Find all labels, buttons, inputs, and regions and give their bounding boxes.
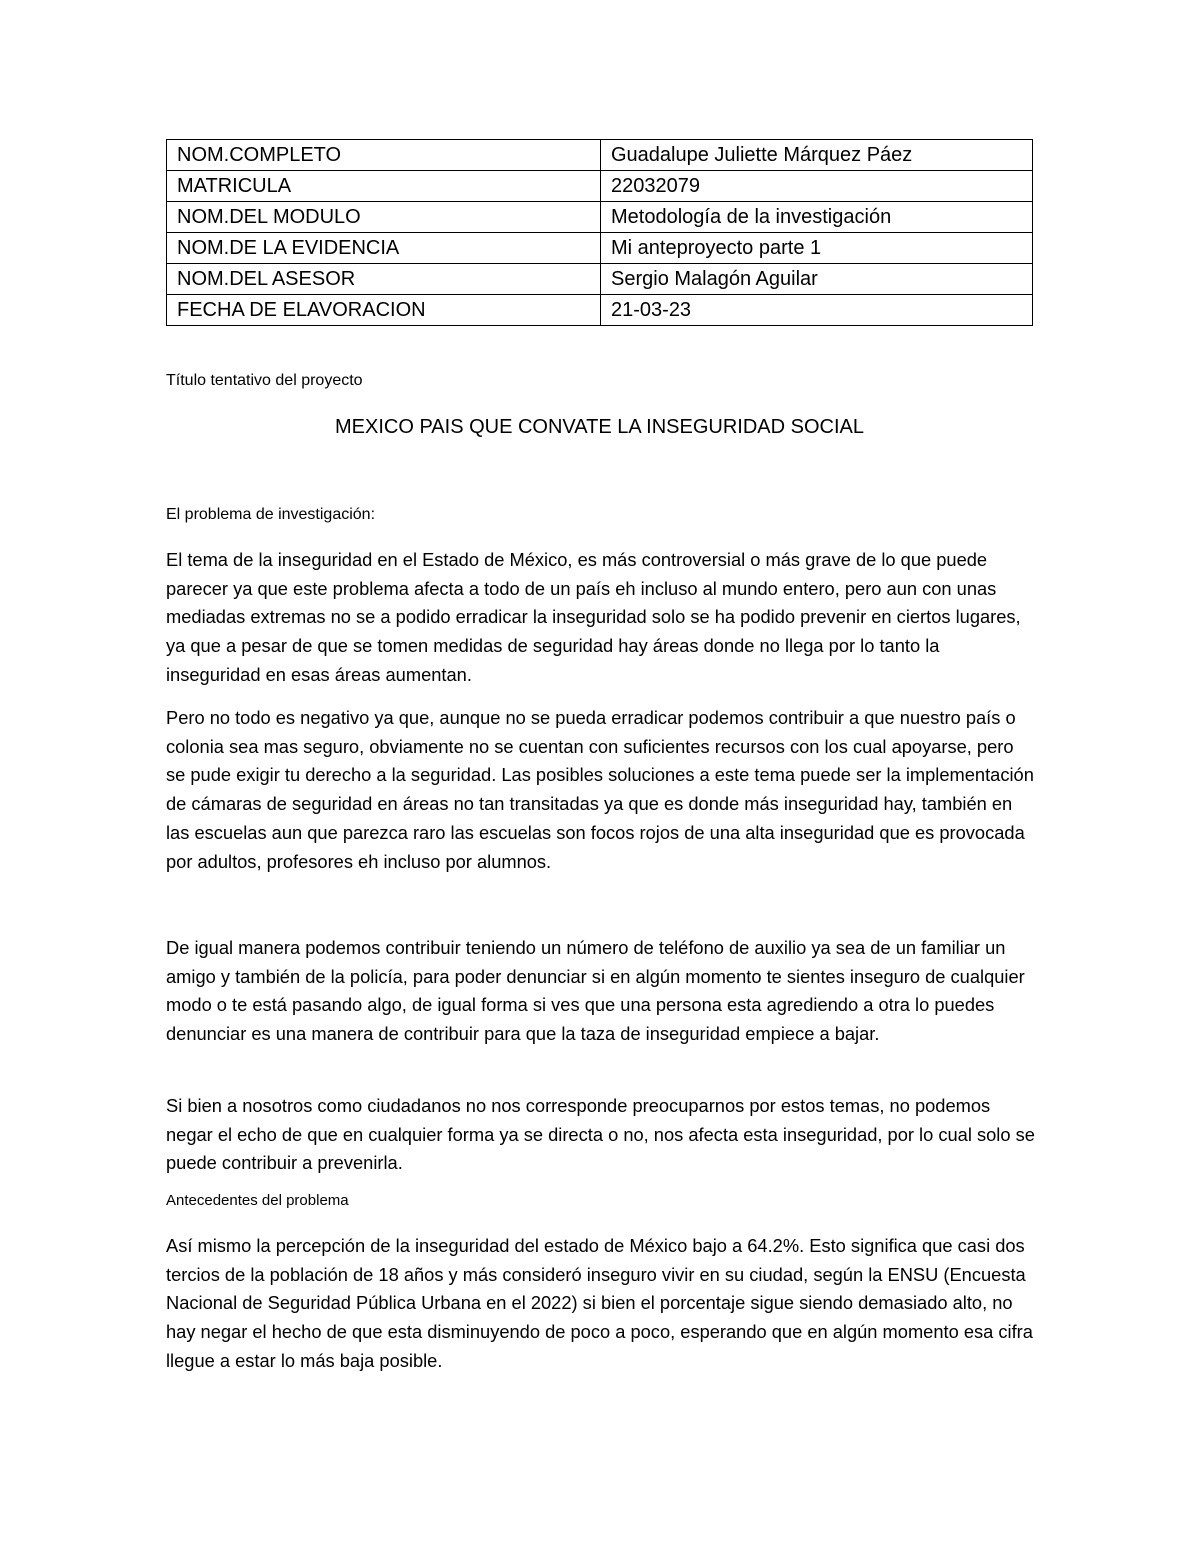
table-row (167, 264, 1033, 295)
table-label-cell: NOM.DEL ASESOR (167, 264, 601, 295)
table-value-cell: 22032079 (601, 171, 1033, 202)
body-paragraph: De igual manera podemos contribuir teniendo un número de teléfono de auxilio ya sea de un familiar un amigo y también de la policía, para poder denunciar si en algún momento te sientes inseguro de cualquier modo o te está pasando algo, de igual forma si ves que una persona esta agrediendo a otra lo puedes denunciar es una manera de contribuir para que la taza de inseguridad empiece a bajar. (166, 937, 1025, 1045)
table-row (167, 233, 1033, 264)
body-paragraph: Pero no todo es negativo ya que, aunque no se pueda erradicar podemos contribuir a que nuestro país o colonia sea mas seguro, obviamente no se cuentan con suficientes recursos con los cual apoyarse, pero se pude exigir tu derecho a la seguridad. Las posibles soluciones a este tema puede ser la implementación de cámaras de seguridad en áreas no tan transitadas ya que es donde más inseguridad hay, también en las escuelas aun que parezca raro las escuelas son focos rojos de una alta inseguridad que es provocada por adultos, profesores eh incluso por alumnos. (166, 707, 1034, 872)
table-value-cell: Metodología de la investigación (601, 202, 1033, 233)
table-value-cell: Sergio Malagón Aguilar (601, 264, 1033, 295)
table-row (167, 140, 1033, 171)
table-label-cell: FECHA DE ELAVORACION (167, 295, 601, 326)
table-row (167, 202, 1033, 233)
background-section-label: Antecedentes del problema (166, 1192, 349, 1209)
project-title: MEXICO PAIS QUE CONVATE LA INSEGURIDAD SOCIAL (334, 416, 864, 438)
table-label-cell: NOM.DEL MODULO (167, 202, 601, 233)
table-row (167, 295, 1033, 326)
table-label-cell: NOM.DE LA EVIDENCIA (167, 233, 601, 264)
tentative-title-label: Título tentativo del proyecto (166, 372, 363, 389)
background-paragraph: Así mismo la percepción de la inseguridad del estado de México bajo a 64.2%. Esto significa que casi dos tercios de la población de 18 años y más consideró inseguro vivir en su ciudad, según la ENSU (Encuesta Nacional de Seguridad Pública Urbana en el 2022) si bien el porcentaje sigue siendo demasiado alto, no hay negar el hecho de que esta disminuyendo de poco a poco, esperando que en algún momento esa cifra llegue a estar lo más baja posible. (166, 1235, 1033, 1371)
body-paragraph: Si bien a nosotros como ciudadanos no nos corresponde preocuparnos por estos temas, no podemos negar el echo de que en cualquier forma ya se directa o no, nos afecta esta inseguridad, por lo cual solo se puede contribuir a prevenirla. (166, 1095, 1035, 1174)
table-label-cell: MATRICULA (167, 171, 601, 202)
problem-section-label: El problema de investigación: (166, 506, 376, 523)
body-paragraph: El tema de la inseguridad en el Estado de México, es más controversial o más grave de lo que puede parecer ya que este problema afecta a todo de un país eh incluso al mundo entero, pero aun con unas mediadas extremas no se a podido erradicar la inseguridad solo se ha podido prevenir en ciertos lugares, ya que a pesar de que se tomen medidas de seguridad hay áreas donde no llega por lo tanto la inseguridad en esas áreas aumentan. (166, 549, 1021, 685)
table-value-cell: Mi anteproyecto parte 1 (601, 233, 1033, 264)
table-label-cell: NOM.COMPLETO (167, 140, 601, 171)
table-value-cell: Guadalupe Juliette Márquez Páez (601, 140, 1033, 171)
table-value-cell: 21-03-23 (601, 295, 1033, 326)
table-row (167, 171, 1033, 202)
student-info-table (166, 139, 1033, 326)
